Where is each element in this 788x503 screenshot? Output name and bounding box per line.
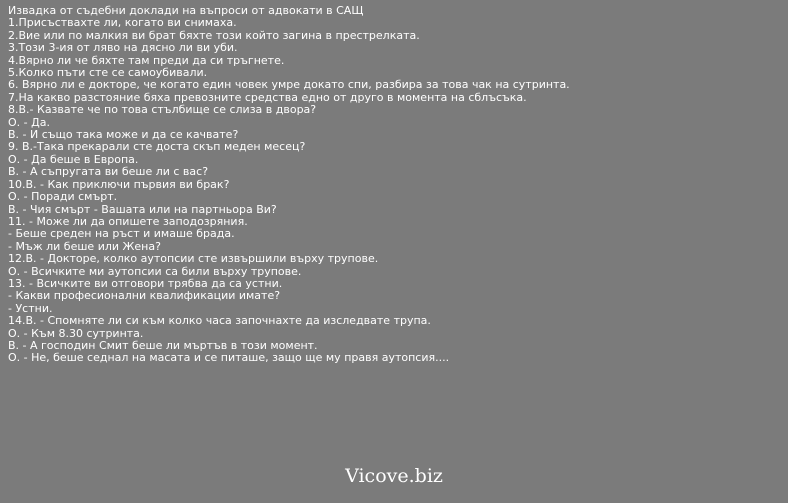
text-line: О. - Да. [8,115,50,129]
text-line: - Беше среден на ръст и имаше брада. [8,227,235,241]
text-line: О. - Да беше в Европа. [8,152,139,166]
text-line: 3.Този 3-ия от ляво на дясно ли ви уби. [8,41,238,55]
text-line: В. - А господин Смит беше ли мъртъв в този момент. [8,338,318,352]
text-line: 1.Присъствахте ли, когато ви снимаха. [8,16,237,30]
text-line: 4.Вярно ли че бяхте там преди да си тръгнете. [8,53,285,67]
text-line: - Какви професионални квалификации имате? [8,289,281,303]
text-line: 13. - Всичките ви отговори трябва да са устни. [8,276,283,290]
site-watermark: Vicove.biz [345,465,443,487]
text-line: - Устни. [8,301,53,315]
text-line: 14.В. - Спомняте ли си към колко часа започнахте да изследвате трупа. [8,314,431,328]
text-line: 6. Вярно ли е докторе, че когато един човек умре докато спи, разбира за това чак на сутринта. [8,78,570,92]
article-text [8,5,780,365]
text-line: 9. В.-Така прекарали сте доста скъп меден месец? [8,140,306,154]
text-line: В. - А съпругата ви беше ли с вас? [8,165,209,179]
text-line: 10.В. - Как приключи първия ви брак? [8,177,230,191]
text-line: - Мъж ли беше или Жена? [8,239,161,253]
text-line: 5.Колко пъти сте се самоубивали. [8,66,208,80]
text-line: 7.На какво разстояние бяха превозните средства едно от друго в момента на сблъсъка. [8,90,527,104]
text-line: 8.В.- Казвате че по това стълбище се слиза в двора? [8,103,317,117]
text-line: О. - Не, беше седнал на масата и се питаше, защо ще му правя аутопсия.... [8,351,450,365]
article-title: Извадка от съдебни доклади на въпроси от адвокати в САЩ [8,4,364,17]
text-line: В. - Чия смърт - Вашата или на партньора Ви? [8,202,277,216]
text-line: 2.Вие или по малкия ви брат бяхте този който загина в престрелката. [8,28,420,42]
text-line: О. - Към 8.30 сутринта. [8,326,144,340]
text-line: В. - И също така може и да се качвате? [8,128,239,142]
text-line: О. - Поради смърт. [8,190,118,204]
text-line: 11. - Може ли да опишете заподозряния. [8,214,248,228]
text-line: 12.В. - Докторе, колко аутопсии сте извършили върху трупове. [8,252,379,266]
text-line: О. - Всичките ми аутопсии са били върху трупове. [8,264,302,278]
